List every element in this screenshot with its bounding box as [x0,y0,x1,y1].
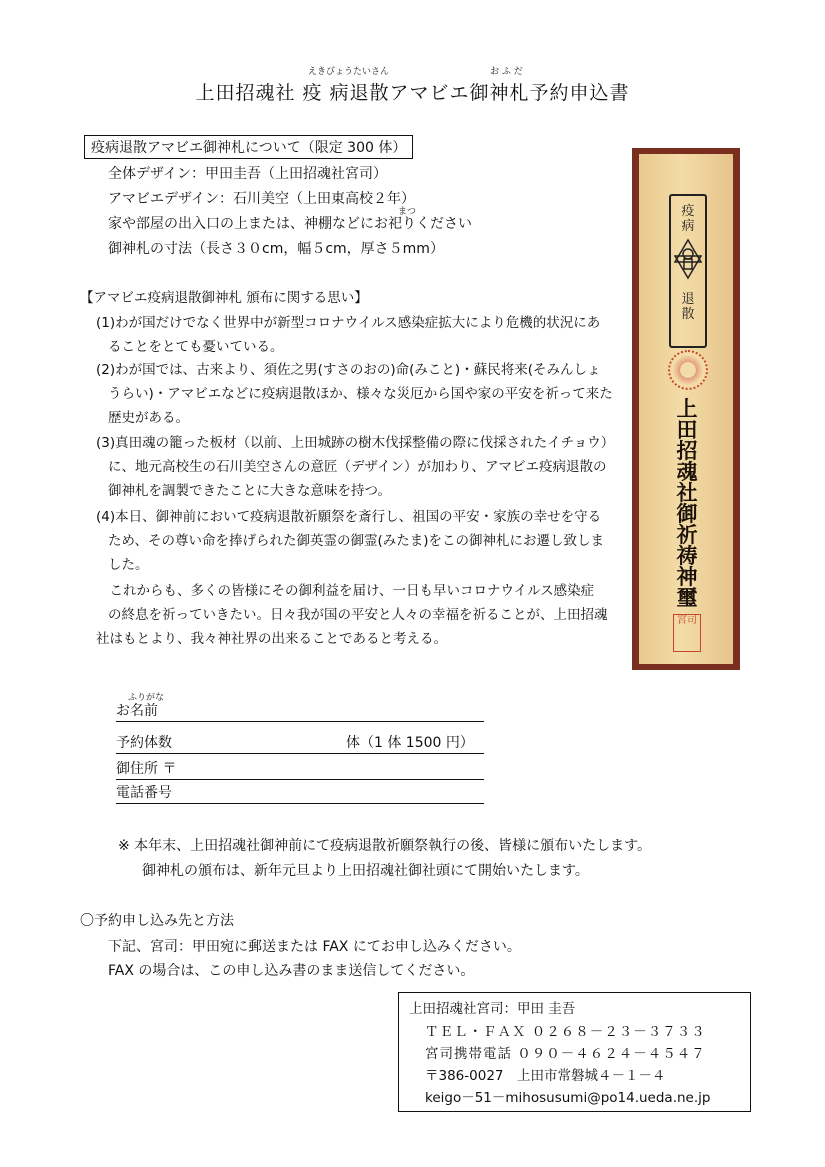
note-line-1: ※ 本年末、上田招魂社御神前にて疫病退散祈願祭執行の後、皆様に頒布いたします。 [118,838,652,854]
thought-5-line-3: 社はもとより、我々神社界の出来ることであると考える。 [96,631,447,647]
phone-label: 電話番号 [116,785,172,801]
ruby-matsu: まつ [398,207,417,217]
thought-4-line-3: した。 [108,557,149,573]
about-heading: 疫病退散アマビエ御神札について（限定 300 体） [84,135,413,159]
ofuda-char-5: 社 [676,480,698,505]
amabie-icon [673,238,703,282]
stamp-char-4: 散 [681,307,695,322]
thought-3-line-2: に、地元高校生の石川美空さんの意匠（デザイン）が加わり、アマビエ疫病退散の [108,459,607,475]
ofuda-char-7: 祈 [676,522,698,547]
name-label: お名前 [116,703,158,719]
about-line-placement: 家や部屋の出入口の上または、神棚などにお祀りください [108,216,472,232]
count-field[interactable] [116,734,484,754]
thought-3-line-3: 御神札を調製できたことに大きな意味を持つ。 [108,483,391,499]
about-line-size: 御神札の寸法（長さ３０cm，幅５cm，厚さ５mm） [108,241,444,257]
about-line-amabie-design: アマビエデザイン：石川美空（上田東高校２年） [108,191,416,207]
thought-1-line-1: (1)わが国だけでなく世界中が新型コロナウイルス感染症拡大により危機的状況にあ [96,315,601,331]
phone-field[interactable] [116,784,484,804]
ofuda-char-6: 御 [676,501,698,526]
address-label: 御住所 〒 [116,761,177,777]
contact-tel-fax: ＴＥＬ・ＦＡＸ ０２６８－２３－３７３３ [425,1024,706,1040]
address-field[interactable] [116,760,484,780]
ofuda-main-text [661,398,713,608]
about-line-design: 全体デザイン：甲田圭吾（上田招魂社宮司） [108,166,388,182]
name-ruby: ふりがな [128,693,165,703]
ofuda-char-10: 璽 [676,585,698,610]
ofuda-char-2: 田 [676,417,698,442]
count-label: 予約体数 [116,735,172,751]
ofuda-char-1: 上 [676,396,698,421]
ofuda-char-4: 魂 [676,459,698,484]
ofuda-char-8: 祷 [676,543,698,568]
thought-1-line-2: ることをとても憂いている。 [108,339,284,355]
thought-4-line-1: (4)本日、御神前において疫病退散祈願祭を斎行し、祖国の平安・家族の幸せを守る [96,509,602,525]
thought-5-line-1: これからも、多くの皆様にその御利益を届け、一日も早いコロナウイルス感染症 [96,583,595,599]
ofuda-char-3: 招 [676,438,698,463]
contact-mobile: 宮司携帯電話 ０９０－４６２４－４５４７ [425,1046,706,1062]
chrysanthemum-crest-icon [668,350,708,390]
thought-2-line-2: うらい)・アマビエなどに疫病退散ほか、様々な災厄から国や家の平安を祈って来た [108,386,613,402]
thought-3-line-1: (3)真田魂の籠った板材（以前、上田城跡の樹木伐採整備の際に伐採されたイチョウ） [96,435,615,451]
stamp-char-2: 病 [681,219,695,234]
contact-name: 上田招魂社宮司：甲田 圭吾 [409,1001,576,1017]
thought-5-line-2: の終息を祈っていきたい。日々我が国の平安と人々の幸福を祈ることが、上田招魂 [108,607,608,623]
guji-seal-stamp: 宮司 [673,614,701,652]
thought-4-line-2: ため、その尊い命を捧げられた御英霊の御霊(みたま)をこの御神札にお遷し致しま [108,533,604,549]
contact-address: 〒386-0027 上田市常磐城４－１－４ [425,1068,666,1084]
ofuda-board [639,154,733,664]
note-line-2: 御神札の頒布は、新年元旦より上田招魂社御社頭にて開始いたします。 [142,863,589,879]
title-ruby-ofuda: お ふ だ [490,67,523,77]
contact-email: keigo－51－mihosusumi@po14.ueda.ne.jp [425,1090,711,1106]
page-title: 上田招魂社 疫 病退散アマビエ御神札予約申込書 [195,82,630,104]
name-field[interactable] [116,702,484,722]
method-line-2: FAX の場合は、この申し込み書のまま送信してください。 [108,963,475,979]
thought-2-line-1: (2)わが国では、古来より、須佐之男(すさのおの)命(みこと)・蘇民将来(そみんしょ [96,362,601,378]
thought-2-line-3: 歴史がある。 [108,410,189,426]
count-suffix: 体（1 体 1500 円） [346,735,474,751]
stamp-char-3: 退 [681,292,695,307]
method-heading: 〇予約申し込み先と方法 [80,913,234,929]
thoughts-heading: 【アマビエ疫病退散御神札 頒布に関する思い】 [80,290,368,306]
ofuda-top-stamp [669,194,707,348]
stamp-char-1: 疫 [681,204,695,219]
contact-box [398,992,751,1112]
method-line-1: 下記、宮司：甲田宛に郵送または FAX にてお申し込みください。 [108,939,521,955]
ofuda-tablet-image [632,148,740,670]
ofuda-char-9: 神 [676,564,698,589]
title-ruby-ekibyo: えきびょうたいさん [308,67,390,77]
